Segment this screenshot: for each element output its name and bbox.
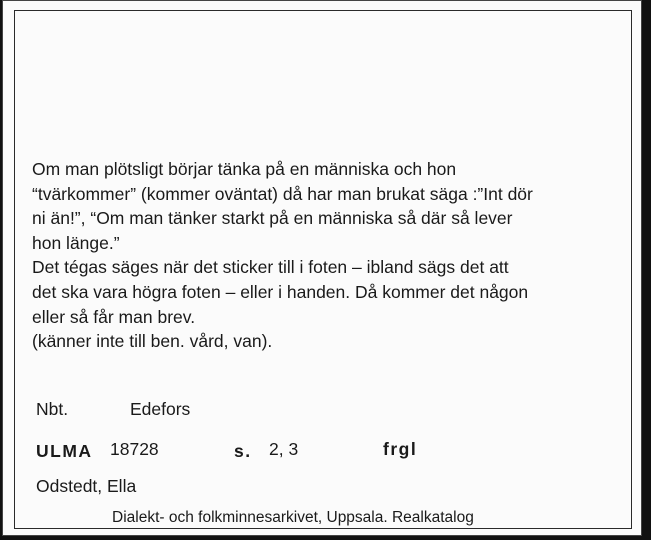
archive-code: ULMA (36, 441, 93, 461)
archive-card (2, 0, 642, 536)
card-body-text (32, 157, 612, 354)
place-label: Nbt. (36, 399, 69, 419)
text-line: eller så får man brev. (32, 306, 196, 327)
text-line: det ska vara högra foten – eller i handen. Då kommer det någon (32, 281, 529, 302)
archive-footer: Dialekt- och folkminnesarkivet, Uppsala. Realkatalog (112, 509, 474, 526)
page-value: 2, 3 (269, 439, 299, 459)
text-line: ni än!”, “Om man tänker starkt på en människa så där så lever (32, 208, 513, 229)
text-line: Om man plötsligt börjar tänka på en människa och hon (32, 159, 457, 179)
page-label: s. (234, 441, 252, 461)
text-line: “tvärkommer” (kommer oväntat) då har man brukat säga :”Int dör (32, 183, 533, 204)
category-code: frgl (383, 439, 418, 459)
text-line: hon länge.” (32, 232, 120, 253)
informant-name: Odstedt, Ella (36, 476, 137, 496)
place-value: Edefors (130, 399, 191, 419)
text-line: Det tégas säges när det sticker till i foten – ibland sägs det att (32, 257, 509, 278)
archive-number: 18728 (110, 439, 159, 459)
text-line: (känner inte till ben. vård, van). (32, 331, 273, 352)
